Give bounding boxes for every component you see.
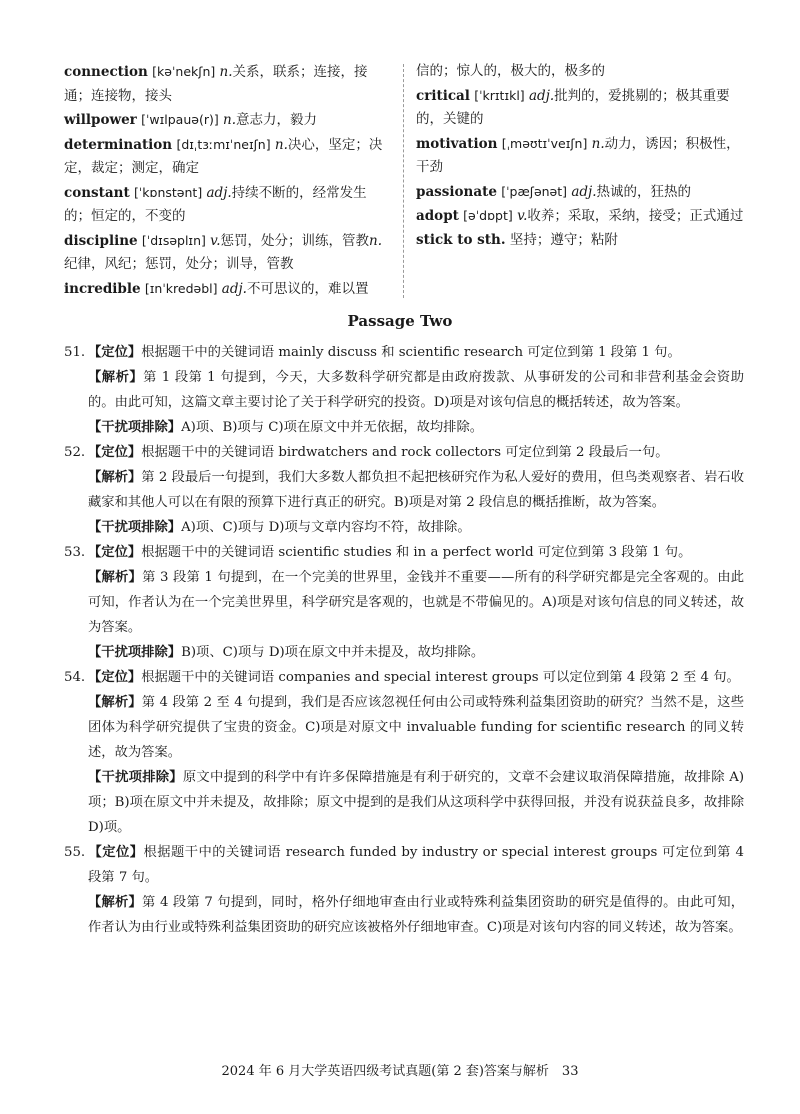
locate-label: 【定位】 xyxy=(88,670,142,685)
vocab-entry xyxy=(64,229,390,277)
question-distractor xyxy=(64,515,744,540)
vocab-entry xyxy=(64,133,390,181)
question-number: 54. xyxy=(64,670,86,685)
vocab-phonetic: [ˈpæʃənət] xyxy=(501,183,568,199)
vocab-continuation: 信的；惊人的，极大的，极多的 xyxy=(416,63,605,79)
question-number: 55. xyxy=(64,845,86,860)
distractor-text: A)项、C)项与 D)项与文章内容均不符，故排除。 xyxy=(181,520,471,535)
locate-text: 根据题干中的关键词语 scientific studies 和 in a perfect world 可定位到第 3 段第 1 句。 xyxy=(141,545,692,560)
analysis-label: 【解析】 xyxy=(88,370,144,385)
vocab-word: stick to sth. xyxy=(416,231,506,248)
locate-text: 根据题干中的关键词语 birdwatchers and rock collectors 可定位到第 2 段最后一句。 xyxy=(141,445,669,460)
question-analysis xyxy=(64,365,744,415)
vocabulary-left-column xyxy=(64,60,390,301)
distractor-text: B)项、C)项与 D)项在原文中并未提及，故均排除。 xyxy=(181,645,485,660)
vocab-part-of-speech: n. xyxy=(223,112,237,128)
vocab-part-of-speech: adj. xyxy=(529,87,555,104)
vocab-word: willpower xyxy=(64,112,137,128)
locate-label: 【定位】 xyxy=(88,345,142,360)
column-divider xyxy=(403,64,404,298)
vocab-part-of-speech: adj. xyxy=(221,280,247,297)
locate-text: 根据题干中的关键词语 research funded by industry or special interest groups 可定位到第 4 段第 7 句。 xyxy=(88,845,744,885)
question-distractor xyxy=(64,640,744,665)
distractor-label: 【干扰项排除】 xyxy=(88,645,182,660)
vocab-definition: 收养；采取，采纳，接受；正式通过 xyxy=(527,208,744,224)
question-analysis xyxy=(64,890,744,940)
question-locate xyxy=(64,440,744,465)
vocab-entry xyxy=(416,84,746,132)
vocab-entry xyxy=(416,132,746,180)
vocab-entry xyxy=(416,229,746,253)
vocab-part-of-speech: v. xyxy=(517,208,528,224)
vocab-word: adopt xyxy=(416,208,459,224)
vocab-part-of-speech: adj. xyxy=(571,183,597,200)
analysis-label: 【解析】 xyxy=(88,695,142,710)
question-locate xyxy=(64,840,744,890)
vocab-definition: 动力，诱因；积极性，干劲 xyxy=(416,135,740,175)
vocab-definition: 批判的，爱挑剔的；极其重要的，关键的 xyxy=(416,87,730,127)
vocab-entry xyxy=(416,204,746,229)
analysis-label: 【解析】 xyxy=(88,570,143,585)
vocab-phonetic: [əˈdɒpt] xyxy=(463,208,513,223)
vocab-phonetic: [kəˈnekʃn] xyxy=(152,64,216,79)
vocab-part-of-speech: n. xyxy=(369,232,382,249)
distractor-label: 【干扰项排除】 xyxy=(88,770,183,785)
question-locate xyxy=(64,540,744,565)
vocab-word: connection xyxy=(64,64,148,80)
page-footer: 2024 年 6 月大学英语四级考试真题(第 2 套)答案与解析 33 xyxy=(221,1064,579,1079)
distractor-label: 【干扰项排除】 xyxy=(88,520,182,535)
vocab-definition: 意志力，毅力 xyxy=(236,112,318,128)
analysis-label: 【解析】 xyxy=(88,470,142,485)
question-number: 51. xyxy=(64,345,86,360)
analysis-text: 第 1 段第 1 句提到，今天，大多数科学研究都是由政府拨款、从事研发的公司和非营利基金会资助的。由此可知，这篇文章主要讨论了关于科学研究的投资。D)项是对该句信息的概括转述，故为答案。 xyxy=(88,370,744,410)
vocab-definition: 热诚的，狂热的 xyxy=(596,183,691,200)
vocab-part-of-speech: n. xyxy=(274,136,288,153)
analysis-text: 第 4 段第 7 句提到，同时，格外仔细地审查由行业或特殊利益集团资助的研究是值得的。由此可知，作者认为由行业或特殊利益集团资助的研究应该被格外仔细地审查。C)项是对该句内容的同义转述，故为答案。 xyxy=(88,895,744,935)
vocabulary-section xyxy=(64,60,744,300)
vocab-entry xyxy=(64,108,390,133)
vocab-phonetic: [ɪnˈkredəbl] xyxy=(144,280,218,296)
question-distractor xyxy=(64,415,744,440)
vocab-phonetic: [ˈwɪlpauə(r)] xyxy=(141,112,219,127)
question-analysis xyxy=(64,565,744,640)
vocab-definition: 坚持；遵守；粘附 xyxy=(509,231,618,248)
analysis-label: 【解析】 xyxy=(88,895,143,910)
locate-text: 根据题干中的关键词语 mainly discuss 和 scientific research 可定位到第 1 段第 1 句。 xyxy=(141,345,681,360)
vocab-phonetic: [ˌməʊtɪˈveɪʃn] xyxy=(501,135,588,151)
vocab-word: critical xyxy=(416,87,470,104)
vocab-entry xyxy=(64,60,390,108)
vocab-part-of-speech: n. xyxy=(591,135,605,152)
vocab-phonetic: [ˈkrɪtɪkl] xyxy=(474,87,525,103)
vocab-part-of-speech: v. xyxy=(210,232,221,249)
vocab-definition: 关系，联系；连接，接通；连接物，接头 xyxy=(64,64,368,104)
vocab-word: passionate xyxy=(416,183,497,200)
vocab-phonetic: [ˈdɪsəplɪn] xyxy=(141,232,206,248)
vocab-definition: 惩罚，处分；训练，管教 xyxy=(220,232,369,249)
question-distractor xyxy=(64,765,744,840)
question-locate xyxy=(64,665,744,690)
passage-heading: Passage Two xyxy=(347,312,453,330)
vocab-part-of-speech: n. xyxy=(219,64,233,80)
vocabulary-right-column xyxy=(416,60,746,252)
analysis-text: 第 2 段最后一句提到，我们大多数人都负担不起把核研究作为私人爱好的费用，但鸟类观察者、岩石收藏家和其他人可以在有限的预算下进行真正的研究。B)项是对第 2 段信息的概括推断，故为答案。 xyxy=(88,470,745,510)
vocab-definition: 决心，坚定；决定，裁定；测定，确定 xyxy=(64,136,383,176)
vocab-definition: 不可思议的，难以置 xyxy=(246,280,369,297)
vocab-word: determination xyxy=(64,136,173,153)
question-number: 53. xyxy=(64,545,86,560)
vocab-entry xyxy=(416,180,746,205)
vocab-phonetic: [ˈkɒnstənt] xyxy=(133,184,203,200)
vocab-phonetic: [dɪˌtɜːmɪˈneɪʃn] xyxy=(176,136,271,152)
vocab-word: discipline xyxy=(64,232,138,249)
vocab-definition: 纪律，风纪；惩罚，处分；训导，管教 xyxy=(64,256,294,272)
question-locate xyxy=(64,340,744,365)
locate-label: 【定位】 xyxy=(88,545,142,560)
analysis-text: 第 4 段第 2 至 4 句提到，我们是否应该忽视任何由公司或特殊利益集团资助的研究？当然不是，这些团体为科学研究提供了宝贵的资金。C)项是对原文中 invaluable funding for scientific research 的同义转述，故为答案。 xyxy=(88,695,744,760)
analysis-text: 第 3 段第 1 句提到，在一个完美的世界里，金钱并不重要——所有的科学研究都是完全客观的。由此可知，作者认为在一个完美世界里，科学研究是客观的，也就是不带偏见的。A)项是对该句信息的同义转述，故为答案。 xyxy=(88,570,745,635)
vocab-entry xyxy=(64,181,390,229)
locate-text: 根据题干中的关键词语 companies and special interest groups 可以定位到第 4 段第 2 至 4 句。 xyxy=(141,670,740,685)
question-analysis xyxy=(64,465,744,515)
locate-label: 【定位】 xyxy=(88,445,142,460)
questions-section xyxy=(64,340,744,940)
vocab-word: motivation xyxy=(416,135,498,152)
locate-label: 【定位】 xyxy=(88,845,144,860)
question-analysis xyxy=(64,690,744,765)
vocab-part-of-speech: adj. xyxy=(206,184,232,201)
distractor-text: 原文中提到的科学中有许多保障措施是有利于研究的，文章不会建议取消保障措施，故排除 A)项；B)项在原文中并未提及，故排除；原文中提到的是我们从这项科学中获得回报，并没有说获益良多，故排除 D)项。 xyxy=(88,770,745,835)
vocab-entry xyxy=(64,277,390,302)
vocab-word: incredible xyxy=(64,280,141,297)
distractor-label: 【干扰项排除】 xyxy=(88,420,182,435)
vocab-definition: 持续不断的，经常发生的；恒定的，不变的 xyxy=(64,184,367,224)
question-number: 52. xyxy=(64,445,86,460)
vocab-word: constant xyxy=(64,184,130,201)
distractor-text: A)项、B)项与 C)项在原文中并无依据，故均排除。 xyxy=(181,420,484,435)
